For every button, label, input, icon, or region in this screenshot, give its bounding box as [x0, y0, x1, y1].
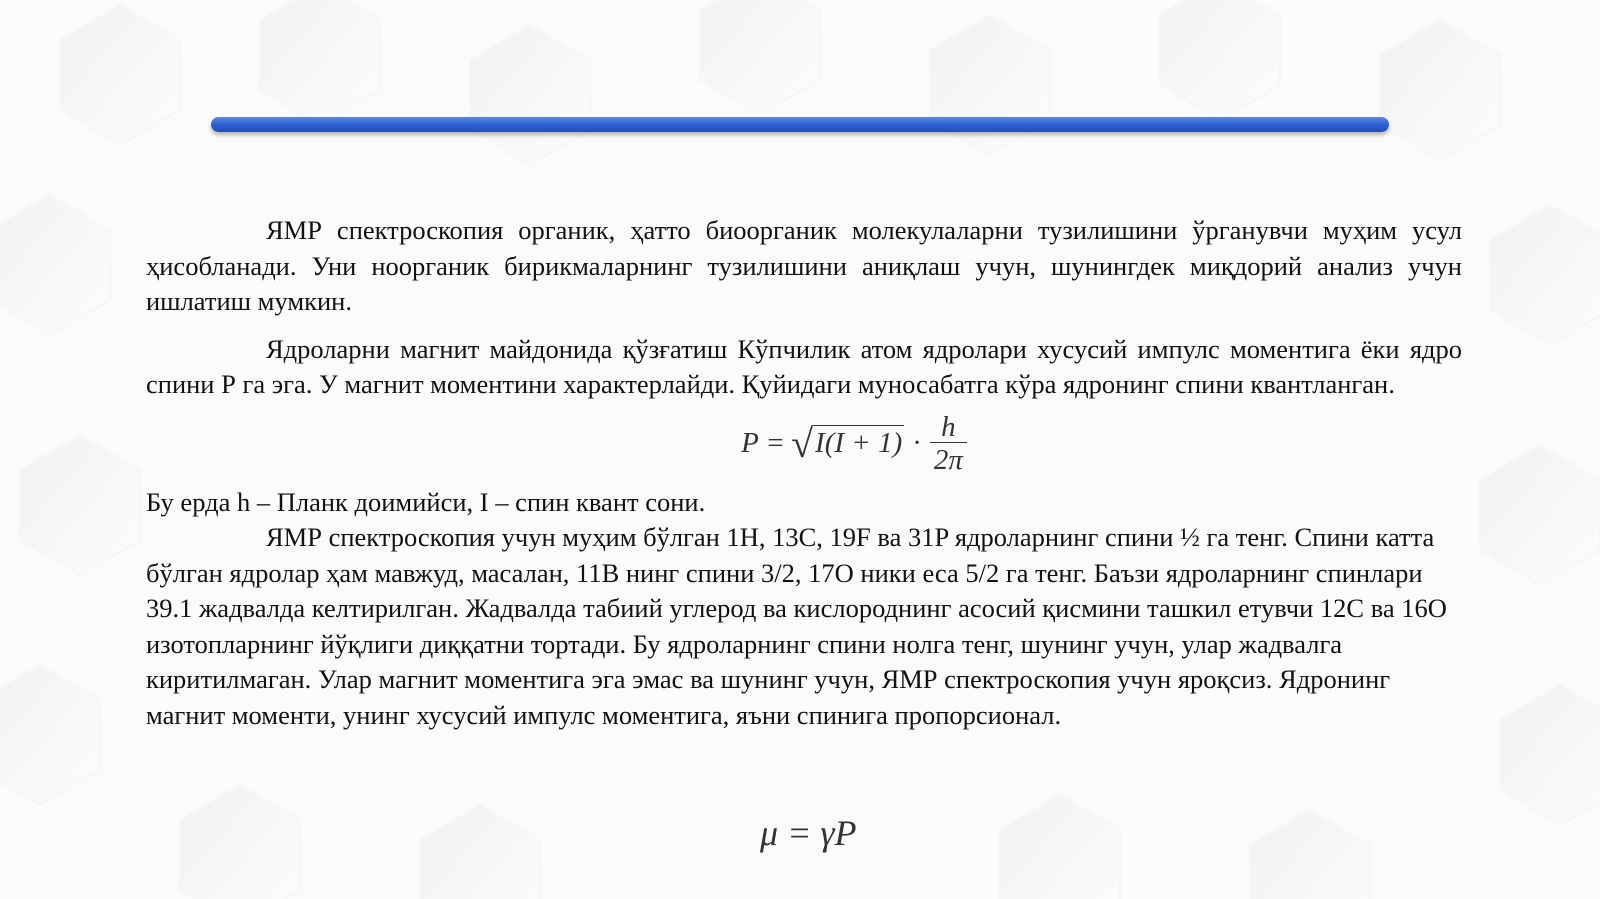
paragraph-spin-values: ЯМР спектроскопия учун муҳим бўлган 1H, 13C, 19F ва 31P ядроларнинг спини ½ га тенг. Спини катта бўлган ядролар ҳам мавжуд, масалан, 11B нинг спини 3/2, 17O ники еса 5/2 га тенг. Баъзи ядроларнинг спинлари 39.1 жадвалда келтирилган. Жадвалда табиий углерод ва кислороднинг асосий қисмини ташкил етувчи 12С ва 16O изотопларнинг йўқлиги диққатни тортади. Бу ядроларнинг спини нолга тенг, шунинг учун, улар жадвалга киритилмаган. Улар магнит моментига эга эмас ва шунинг учун, ЯМР спектроскопия учун яроқсиз. Ядронинг магнит моменти, унинг хусусий импулс моментига, яъни спинига пропорсионал. [146, 522, 1447, 730]
radical-sign-icon: √ [791, 420, 814, 466]
slide-body [146, 213, 1462, 733]
magnetic-moment-formula: μ = γP [760, 813, 857, 853]
formula-dot: · [912, 426, 922, 459]
formula-numerator: h [941, 411, 956, 443]
paragraph-nmr-intro: ЯМР спектроскопия органик, ҳатто биоорганик молекулаларни тузилишини ўрганувчи муҳим усул ҳисобланади. Уни ноорганик бирикмаларнинг тузилишини аниқлаш учун, шунингдек миқдорий анализ учун ишлатиш мумкин. [146, 215, 1462, 316]
square-root [791, 420, 904, 466]
formula-fraction [930, 412, 967, 475]
spin-formula [146, 403, 1462, 485]
formula-radicand: I(I + 1) [813, 425, 904, 463]
formula-lhs: P = [741, 426, 786, 459]
paragraph-planck-note: Бу ерда h – Планк доимийси, I – спин квант сони. [146, 486, 706, 517]
formula-denominator: 2π [930, 442, 967, 475]
paragraph-nuclear-spin: Ядроларни магнит майдонида қўзғатиш Кўпчилик атом ядролари хусусий импулс моментига ёки ядро спини Р га эга. У магнит моментини характерлайди. Қуйидаги муносабатга кўра ядронинг спини квантланган. [146, 333, 1462, 399]
title-accent-bar [211, 117, 1389, 132]
